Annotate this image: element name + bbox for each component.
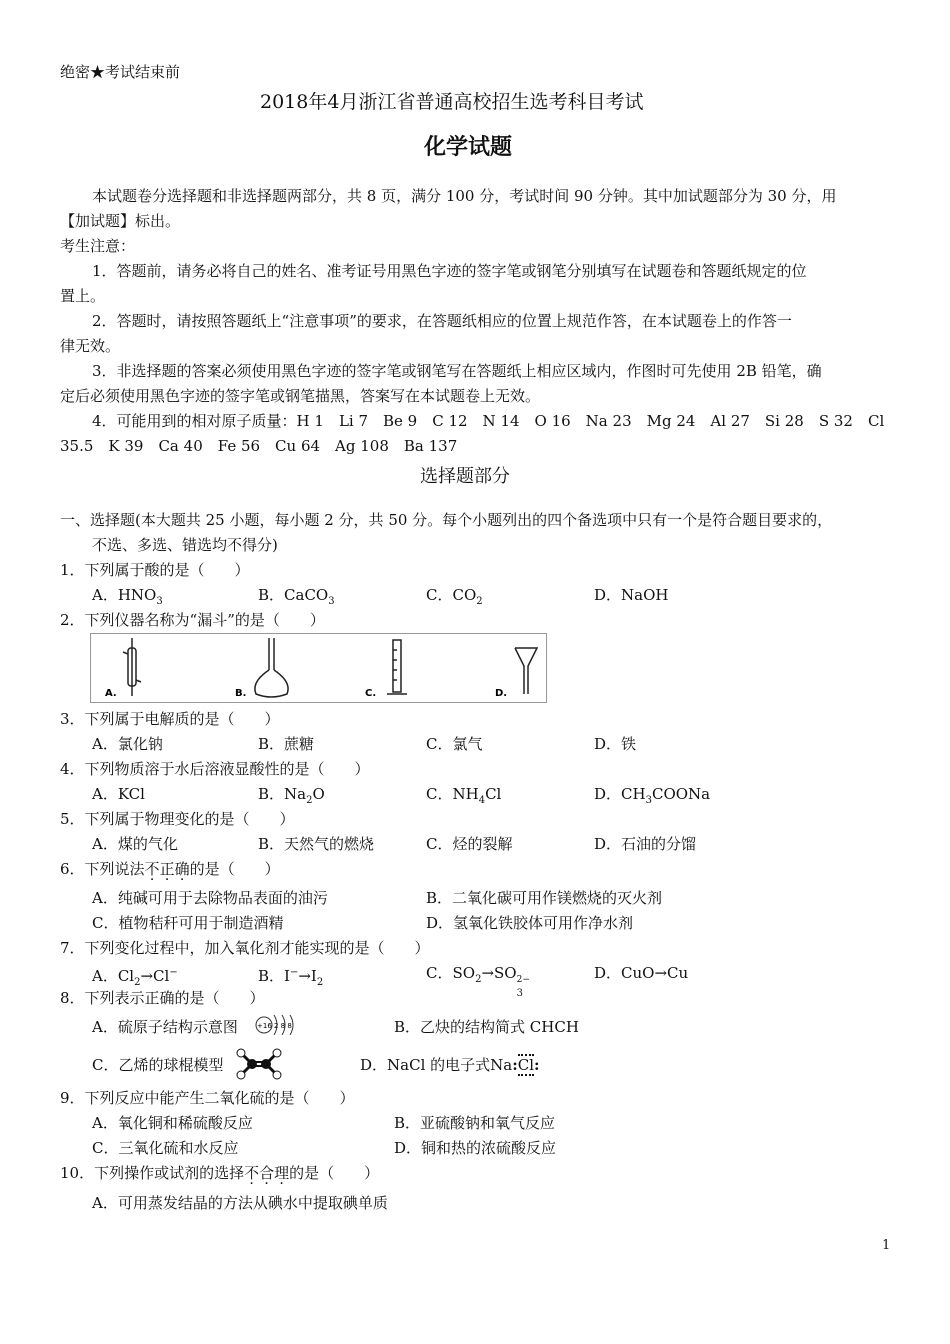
- q3-option-d[interactable]: D．铁: [594, 735, 637, 753]
- q4-option-a[interactable]: A．KCl: [92, 785, 145, 803]
- q6-option-a[interactable]: A．纯碱可用于去除物品表面的油污: [92, 889, 328, 907]
- exam-title: 2018年4月浙江省普通高校招生选考科目考试: [260, 91, 644, 113]
- condenser-icon: [123, 638, 141, 696]
- part1-instructions-1: 一、选择题(本大题共 25 小题，每小题 2 分，共 50 分。每个小题列出的四个备选项中只有一个是符合题目要求的，: [60, 511, 833, 529]
- note-1a: 1．答题前，请务必将自己的姓名、准考证号用黑色字迹的签字笔或钢笔分别填写在试题卷和答题纸规定的位: [92, 262, 807, 280]
- q2-stem: 2．下列仪器名称为“漏斗”的是（ ）: [60, 611, 325, 629]
- q2-option-c-label: C.: [365, 688, 377, 699]
- page-number: 1: [882, 1238, 891, 1253]
- q1-option-a[interactable]: A．$HNO_3$: [92, 586, 163, 607]
- svg-text:+16 2 8 8: +16 2 8 8: [257, 1022, 292, 1030]
- sulfur-atom-diagram: [254, 1010, 302, 1040]
- q4-option-c[interactable]: C．$NH_4Cl$: [426, 785, 502, 806]
- q2-option-b-label: B.: [235, 688, 247, 699]
- q1-option-c[interactable]: C．$CO_2$: [426, 586, 483, 607]
- graduated-cylinder-icon: [387, 640, 407, 694]
- q2-option-d-label: D.: [495, 688, 508, 699]
- intro-line-2: 【加试题】标出。: [60, 212, 181, 230]
- q6-option-c[interactable]: C．植物秸秆可用于制造酒精: [92, 914, 284, 932]
- section-title: 选择题部分: [420, 466, 510, 487]
- q7-stem: 7．下列变化过程中，加入氧化剂才能实现的是（ ）: [60, 939, 430, 957]
- note-2b: 律无效。: [60, 337, 121, 355]
- q4-option-d[interactable]: D．$CH_3COONa$: [594, 785, 711, 806]
- q8-stem: 8．下列表示正确的是（ ）: [60, 989, 265, 1007]
- funnel-icon: [515, 648, 537, 694]
- q3-option-a[interactable]: A．氯化钠: [92, 735, 163, 753]
- q8-option-b[interactable]: B．乙炔的结构简式 CHCH: [394, 1018, 579, 1036]
- q3-option-b[interactable]: B．蔗糖: [258, 735, 315, 753]
- subject-title: 化学试题: [424, 135, 513, 160]
- ball-stick-icon: [236, 1048, 282, 1080]
- q5-stem: 5．下列属于物理变化的是（ ）: [60, 810, 295, 828]
- apparatus-svg: [91, 634, 546, 702]
- q5-option-d[interactable]: D．石油的分馏: [594, 835, 697, 853]
- q9-stem: 9．下列反应中能产生二氧化硫的是（ ）: [60, 1089, 355, 1107]
- q9-option-d[interactable]: D．铜和热的浓硫酸反应: [394, 1139, 557, 1157]
- q8-option-a[interactable]: A．硫原子结构示意图: [92, 1018, 238, 1036]
- q6-option-b[interactable]: B．二氧化碳可用作镁燃烧的灭火剂: [426, 889, 663, 907]
- part1-instructions-2: 不选、多选、错选均不得分): [92, 536, 278, 554]
- note-3a: 3．非选择题的答案必须使用黑色字迹的签字笔或钢笔写在答题纸上相应区域内，作图时可先使用 2B 铅笔，确: [92, 362, 822, 380]
- q4-stem: 4．下列物质溶于水后溶液显酸性的是（ ）: [60, 760, 370, 778]
- q8-option-c[interactable]: C．乙烯的球棍模型: [92, 1056, 224, 1074]
- q7-option-b[interactable]: B．$I^-\to I_2$: [258, 967, 324, 988]
- q4-option-b[interactable]: B．$Na_2O$: [258, 785, 325, 806]
- q6-option-d[interactable]: D．氢氧化铁胶体可用作净水剂: [426, 914, 634, 932]
- q10-option-a[interactable]: A．可用蒸发结晶的方法从碘水中提取碘单质: [92, 1194, 388, 1212]
- q2-option-a-label: A.: [105, 688, 117, 699]
- q3-stem: 3．下列属于电解质的是（ ）: [60, 710, 280, 728]
- q2-apparatus-figure: [90, 633, 547, 703]
- q7-option-c[interactable]: C．$SO_2\to SO$ 2− 3: [426, 964, 530, 999]
- q3-option-c[interactable]: C．氯气: [426, 735, 483, 753]
- q5-option-b[interactable]: B．天然气的燃烧: [258, 835, 375, 853]
- q5-option-c[interactable]: C．烃的裂解: [426, 835, 513, 853]
- note-1b: 置上。: [60, 287, 106, 305]
- note-2a: 2．答题时，请按照答题纸上“注意事项”的要求，在答题纸相应的位置上规范作答，在本试题卷上的作答一: [92, 312, 792, 330]
- q10-stem: 10．下列操作或试剂的选择不合理的是（ ）: [60, 1164, 380, 1182]
- note-3b: 定后必须使用黑色字迹的签字笔或钢笔描黑，答案写在本试题卷上无效。: [60, 387, 541, 405]
- q6-stem: 6．下列说法不正确的是（ ）: [60, 860, 280, 878]
- q1-option-b[interactable]: B．CaCO$_3$: [258, 586, 335, 607]
- intro-line-1: 本试题卷分选择题和非选择题两部分，共 8 页，满分 100 分，考试时间 90 分钟。其中加试题部分为 30 分，用: [92, 187, 837, 205]
- q5-option-a[interactable]: A．煤的气化: [92, 835, 178, 853]
- atom-structure-icon: [254, 1010, 302, 1040]
- q8-option-d[interactable]: D．NaCl 的电子式Na:Cl:: [360, 1056, 540, 1074]
- q9-option-c[interactable]: C．三氧化硫和水反应: [92, 1139, 239, 1157]
- ethylene-ball-stick-model: [236, 1048, 282, 1080]
- note-4b: 35.5 K 39 Ca 40 Fe 56 Cu 64 Ag 108 Ba 137: [60, 437, 458, 455]
- q9-option-a[interactable]: A．氧化铜和稀硫酸反应: [92, 1114, 253, 1132]
- q9-option-b[interactable]: B．亚硫酸钠和氧气反应: [394, 1114, 556, 1132]
- secrecy-label: 绝密★考试结束前: [60, 63, 181, 81]
- q7-option-d[interactable]: D．CuO→Cu: [594, 964, 689, 982]
- note-4a: 4．可能用到的相对原子质量：H 1 Li 7 Be 9 C 12 N 14 O 16 Na 23 Mg 24 Al 27 Si 28 S 32 Cl: [92, 412, 885, 430]
- volumetric-flask-icon: [255, 638, 288, 697]
- q1-stem: 1．下列属于酸的是（ ）: [60, 561, 250, 579]
- q7-option-a[interactable]: A．$Cl_2\to Cl^-$: [92, 967, 178, 988]
- q1-option-d[interactable]: D．NaOH: [594, 586, 669, 604]
- notes-heading: 考生注意：: [60, 237, 136, 255]
